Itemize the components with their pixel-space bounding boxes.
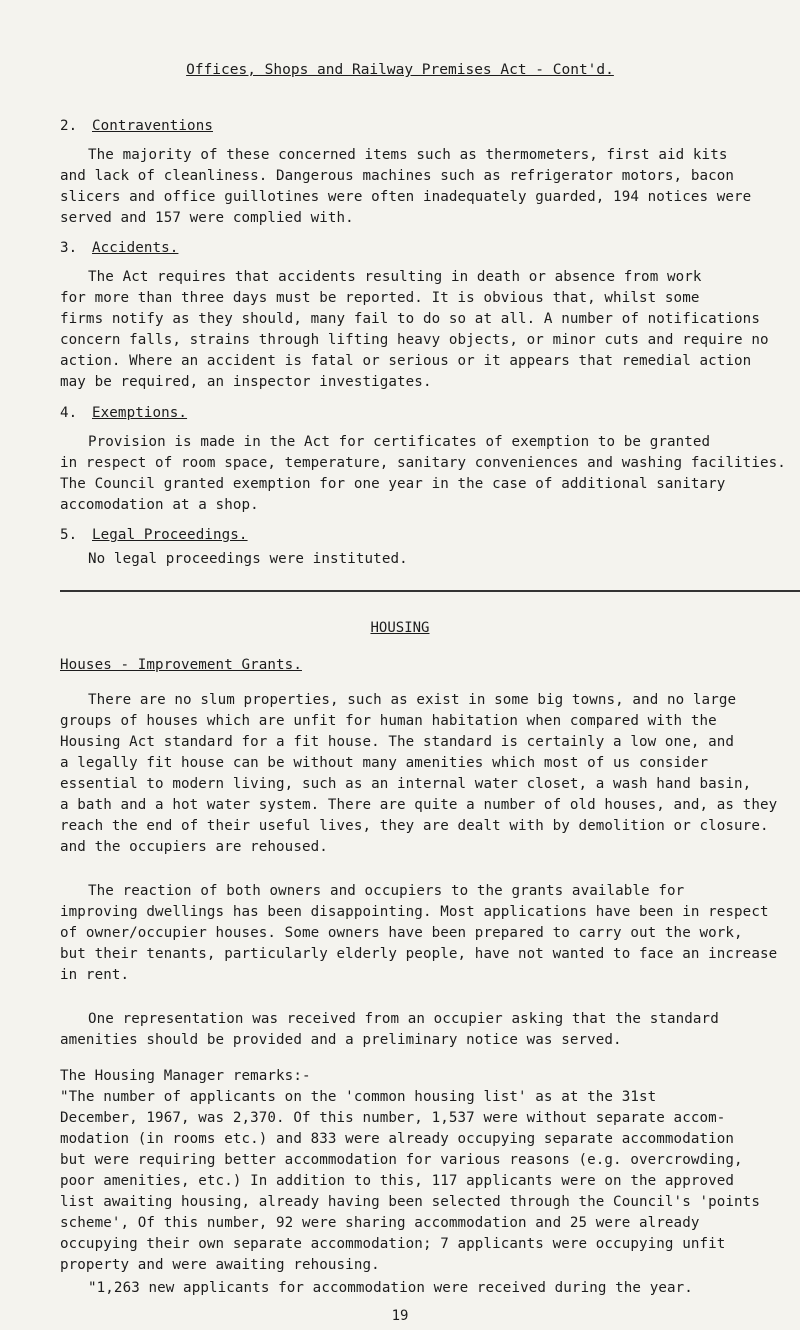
text-line: The Act requires that accidents resulting in death or absence from work: [88, 269, 702, 285]
quote-line: occupying their own separate accommodation; 7 applicants were occupying unfit: [60, 1236, 726, 1252]
text-line: Housing Act standard for a fit house. The standard is certainly a low one, and: [60, 734, 735, 750]
housing-title: HOUSING: [370, 620, 430, 636]
quote-line: list awaiting housing, already having been selected through the Council's 'points: [60, 1194, 760, 1210]
section-number: 3.: [60, 240, 78, 256]
text-line: Provision is made in the Act for certificates of exemption to be granted: [88, 434, 711, 450]
housing-subheading: Houses - Improvement Grants.: [60, 657, 302, 673]
text-line: in respect of room space, temperature, sanitary conveniences and washing facilities.: [60, 455, 786, 471]
text-line: firms notify as they should, many fail to do so at all. A number of notifications: [60, 311, 760, 327]
section-title: Contraventions: [92, 118, 213, 134]
text-line: slicers and office guillotines were often inadequately guarded, 194 notices were: [60, 189, 752, 205]
section-heading-exemptions: [60, 405, 780, 421]
quote-line: scheme', Of this number, 92 were sharing accommodation and 25 were already: [60, 1215, 700, 1231]
quote-line: "1,263 new applicants for accommodation were received during the year.: [88, 1280, 693, 1296]
text-line: but their tenants, particularly elderly people, have not wanted to face an increase: [60, 946, 778, 962]
quote-line: property and were awaiting rehousing.: [60, 1257, 380, 1273]
text-line: No legal proceedings were instituted.: [88, 551, 408, 567]
text-line: and the occupiers are rehoused.: [60, 839, 328, 855]
text-line: reach the end of their useful lives, they are dealt with by demolition or closure.: [60, 818, 769, 834]
quote-line: modation (in rooms etc.) and 833 were already occupying separate accommodation: [60, 1131, 735, 1147]
text-line: One representation was received from an occupier asking that the standard: [88, 1011, 719, 1027]
quote-line: December, 1967, was 2,370. Of this number, 1,537 were without separate accom-: [60, 1110, 726, 1126]
section-number: 4.: [60, 405, 78, 421]
quote-line: poor amenities, etc.) In addition to this, 117 applicants were on the approved: [60, 1173, 735, 1189]
text-line: in rent.: [60, 967, 130, 983]
text-line: amenities should be provided and a preliminary notice was served.: [60, 1032, 622, 1048]
text-line: concern falls, strains through lifting heavy objects, or minor cuts and require no: [60, 332, 769, 348]
page-header-title: Offices, Shops and Railway Premises Act - Cont'd.: [186, 62, 614, 78]
text-line: improving dwellings has been disappointing. Most applications have been in respect: [60, 904, 769, 920]
section-heading-accidents: [60, 240, 780, 256]
remarks-label: The Housing Manager remarks:-: [60, 1068, 311, 1084]
text-line: a legally fit house can be without many amenities which most of us consider: [60, 755, 709, 771]
text-line: There are no slum properties, such as exist in some big towns, and no large: [88, 692, 737, 708]
section-number: 5.: [60, 527, 78, 543]
section-heading-legal-proceedings: [60, 527, 780, 543]
text-line: of owner/occupier houses. Some owners have been prepared to carry out the work,: [60, 925, 743, 941]
text-line: action. Where an accident is fatal or serious or it appears that remedial action: [60, 353, 752, 369]
section-title: Legal Proceedings.: [92, 527, 248, 543]
quote-line: but were requiring better accommodation for various reasons (e.g. overcrowding,: [60, 1152, 743, 1168]
section-heading-contraventions: [60, 118, 780, 134]
text-line: The Council granted exemption for one year in the case of additional sanitary: [60, 476, 726, 492]
quote-line: "The number of applicants on the 'common housing list' as at the 31st: [60, 1089, 657, 1105]
text-line: served and 157 were complied with.: [60, 210, 354, 226]
text-line: and lack of cleanliness. Dangerous machines such as refrigerator motors, bacon: [60, 168, 735, 184]
section-title: Accidents.: [92, 240, 179, 256]
page-number: 19: [391, 1308, 409, 1324]
text-line: may be required, an inspector investigates.: [60, 374, 432, 390]
text-line: The majority of these concerned items such as thermometers, first aid kits: [88, 147, 728, 163]
text-line: a bath and a hot water system. There are quite a number of old houses, and, as they: [60, 797, 778, 813]
text-line: accomodation at a shop.: [60, 497, 259, 513]
text-line: for more than three days must be reported. It is obvious that, whilst some: [60, 290, 700, 306]
text-line: essential to modern living, such as an internal water closet, a wash hand basin,: [60, 776, 752, 792]
horizontal-divider: [60, 590, 800, 592]
text-line: groups of houses which are unfit for human habitation when compared with the: [60, 713, 717, 729]
text-line: The reaction of both owners and occupiers to the grants available for: [88, 883, 685, 899]
section-title: Exemptions.: [92, 405, 188, 421]
section-number: 2.: [60, 118, 78, 134]
